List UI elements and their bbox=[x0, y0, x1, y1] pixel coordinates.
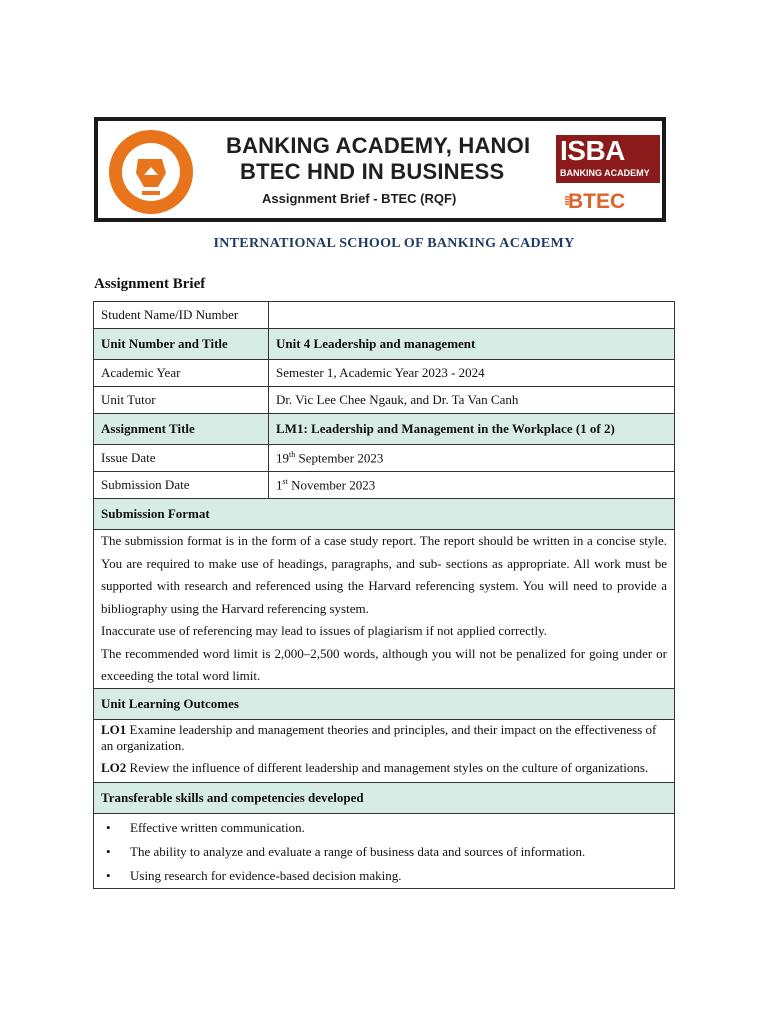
table-row-student bbox=[94, 302, 675, 329]
table-row-assignment-title bbox=[94, 414, 675, 445]
learning-outcome-1-text: Examine leadership and management theories and principles, and their impact on the effectiveness of an organization. bbox=[101, 721, 657, 753]
submission-format-paragraph-3: The recommended word limit is 2,000–2,500 words, although you will not be penalized for going under or exceeding the total word limit. bbox=[101, 645, 667, 683]
list-item bbox=[101, 864, 667, 888]
bullet-icon: • bbox=[106, 819, 111, 835]
skill-text-1: Effective written communication. bbox=[130, 819, 305, 835]
submission-format-body bbox=[94, 530, 675, 689]
submission-format-heading: Submission Format bbox=[94, 499, 675, 530]
bullet-icon: • bbox=[106, 867, 111, 883]
learning-outcome-2-text: Review the influence of different leadership and management styles on the culture of organizations. bbox=[126, 759, 649, 775]
table-row-skills-heading bbox=[94, 782, 675, 813]
issue-date-suffix: th bbox=[289, 449, 296, 459]
list-item bbox=[101, 816, 667, 840]
isba-logo bbox=[556, 135, 660, 183]
submission-date-suffix: st bbox=[282, 476, 288, 486]
header-banner bbox=[94, 117, 666, 222]
page-title: Assignment Brief bbox=[94, 276, 206, 292]
unit-tutor-value: Dr. Vic Lee Chee Ngauk, and Dr. Ta Van Canh bbox=[269, 387, 675, 414]
issue-date-rest: September 2023 bbox=[295, 450, 384, 466]
table-row-issue-date bbox=[94, 445, 675, 472]
banner-line-3: Assignment Brief - BTEC (RQF) bbox=[262, 191, 457, 206]
submission-format-paragraph-2: Inaccurate use of referencing may lead to issues of plagiarism if not applied correctly. bbox=[101, 623, 548, 638]
bullet-icon: • bbox=[106, 843, 111, 859]
table-row-academic-year bbox=[94, 360, 675, 387]
learning-outcomes-heading: Unit Learning Outcomes bbox=[94, 688, 675, 719]
issue-date-day: 19 bbox=[276, 450, 289, 466]
banking-academy-logo-icon bbox=[108, 129, 194, 215]
skill-text-2: The ability to analyze and evaluate a range of business data and sources of information. bbox=[130, 843, 586, 859]
table-row-outcomes-heading bbox=[94, 688, 675, 719]
issue-date-value bbox=[269, 445, 675, 472]
banner-title-block bbox=[226, 133, 530, 207]
submission-date-day: 1 bbox=[276, 477, 283, 493]
btec-logo-text: BTEC bbox=[568, 190, 626, 213]
issue-date-label: Issue Date bbox=[94, 445, 269, 472]
table-row-outcomes-body bbox=[94, 719, 675, 782]
academic-year-label: Academic Year bbox=[94, 360, 269, 387]
learning-outcome-1 bbox=[101, 722, 667, 754]
transferable-skills-body bbox=[94, 813, 675, 888]
submission-date-value bbox=[269, 472, 675, 499]
school-name: INTERNATIONAL SCHOOL OF BANKING ACADEMY bbox=[213, 236, 575, 251]
table-row-submission-date bbox=[94, 472, 675, 499]
student-label: Student Name/ID Number bbox=[94, 302, 269, 329]
list-item bbox=[101, 840, 667, 864]
table-row-unit bbox=[94, 329, 675, 360]
submission-date-label: Submission Date bbox=[94, 472, 269, 499]
table-row-skills-body bbox=[94, 813, 675, 888]
isba-logo-text: ISBA bbox=[560, 135, 625, 166]
banner-line-2: BTEC HND IN BUSINESS bbox=[240, 159, 505, 184]
unit-tutor-label: Unit Tutor bbox=[94, 387, 269, 414]
table-row-tutor bbox=[94, 387, 675, 414]
table-row-submission-format-heading bbox=[94, 499, 675, 530]
skill-text-3: Using research for evidence-based decision making. bbox=[130, 867, 402, 883]
unit-value: Unit 4 Leadership and management bbox=[269, 329, 675, 360]
skills-list bbox=[101, 816, 667, 888]
assignment-brief-table bbox=[93, 301, 675, 889]
learning-outcome-1-code: LO1 bbox=[101, 721, 127, 737]
banner-line-1: BANKING ACADEMY, HANOI bbox=[226, 133, 531, 158]
table-row-submission-format-body bbox=[94, 530, 675, 689]
learning-outcomes-body bbox=[94, 719, 675, 782]
student-value bbox=[269, 302, 675, 329]
btec-dots-icon: ⁞⁞ bbox=[564, 194, 568, 208]
submission-format-paragraph-1: The submission format is in the form of a case study report. The report should be written in a concise style. You are required to make use of headings, paragraphs, and sub- sections as appropriate. All work must be supported with research and referenced using the Harvard referencing system. You will need to provide a bibliography using the Harvard referencing system. bbox=[101, 533, 667, 616]
assignment-title-value: LM1: Leadership and Management in the Workplace (1 of 2) bbox=[269, 414, 675, 445]
isba-logo-subtitle: BANKING ACADEMY bbox=[560, 168, 650, 178]
learning-outcome-2-code: LO2 bbox=[101, 759, 127, 775]
submission-date-rest: November 2023 bbox=[287, 477, 376, 493]
learning-outcome-2 bbox=[101, 760, 667, 776]
unit-label: Unit Number and Title bbox=[94, 329, 269, 360]
transferable-skills-heading: Transferable skills and competencies developed bbox=[94, 782, 675, 813]
assignment-title-label: Assignment Title bbox=[94, 414, 269, 445]
btec-logo bbox=[564, 189, 625, 214]
academic-year-value: Semester 1, Academic Year 2023 - 2024 bbox=[269, 360, 675, 387]
